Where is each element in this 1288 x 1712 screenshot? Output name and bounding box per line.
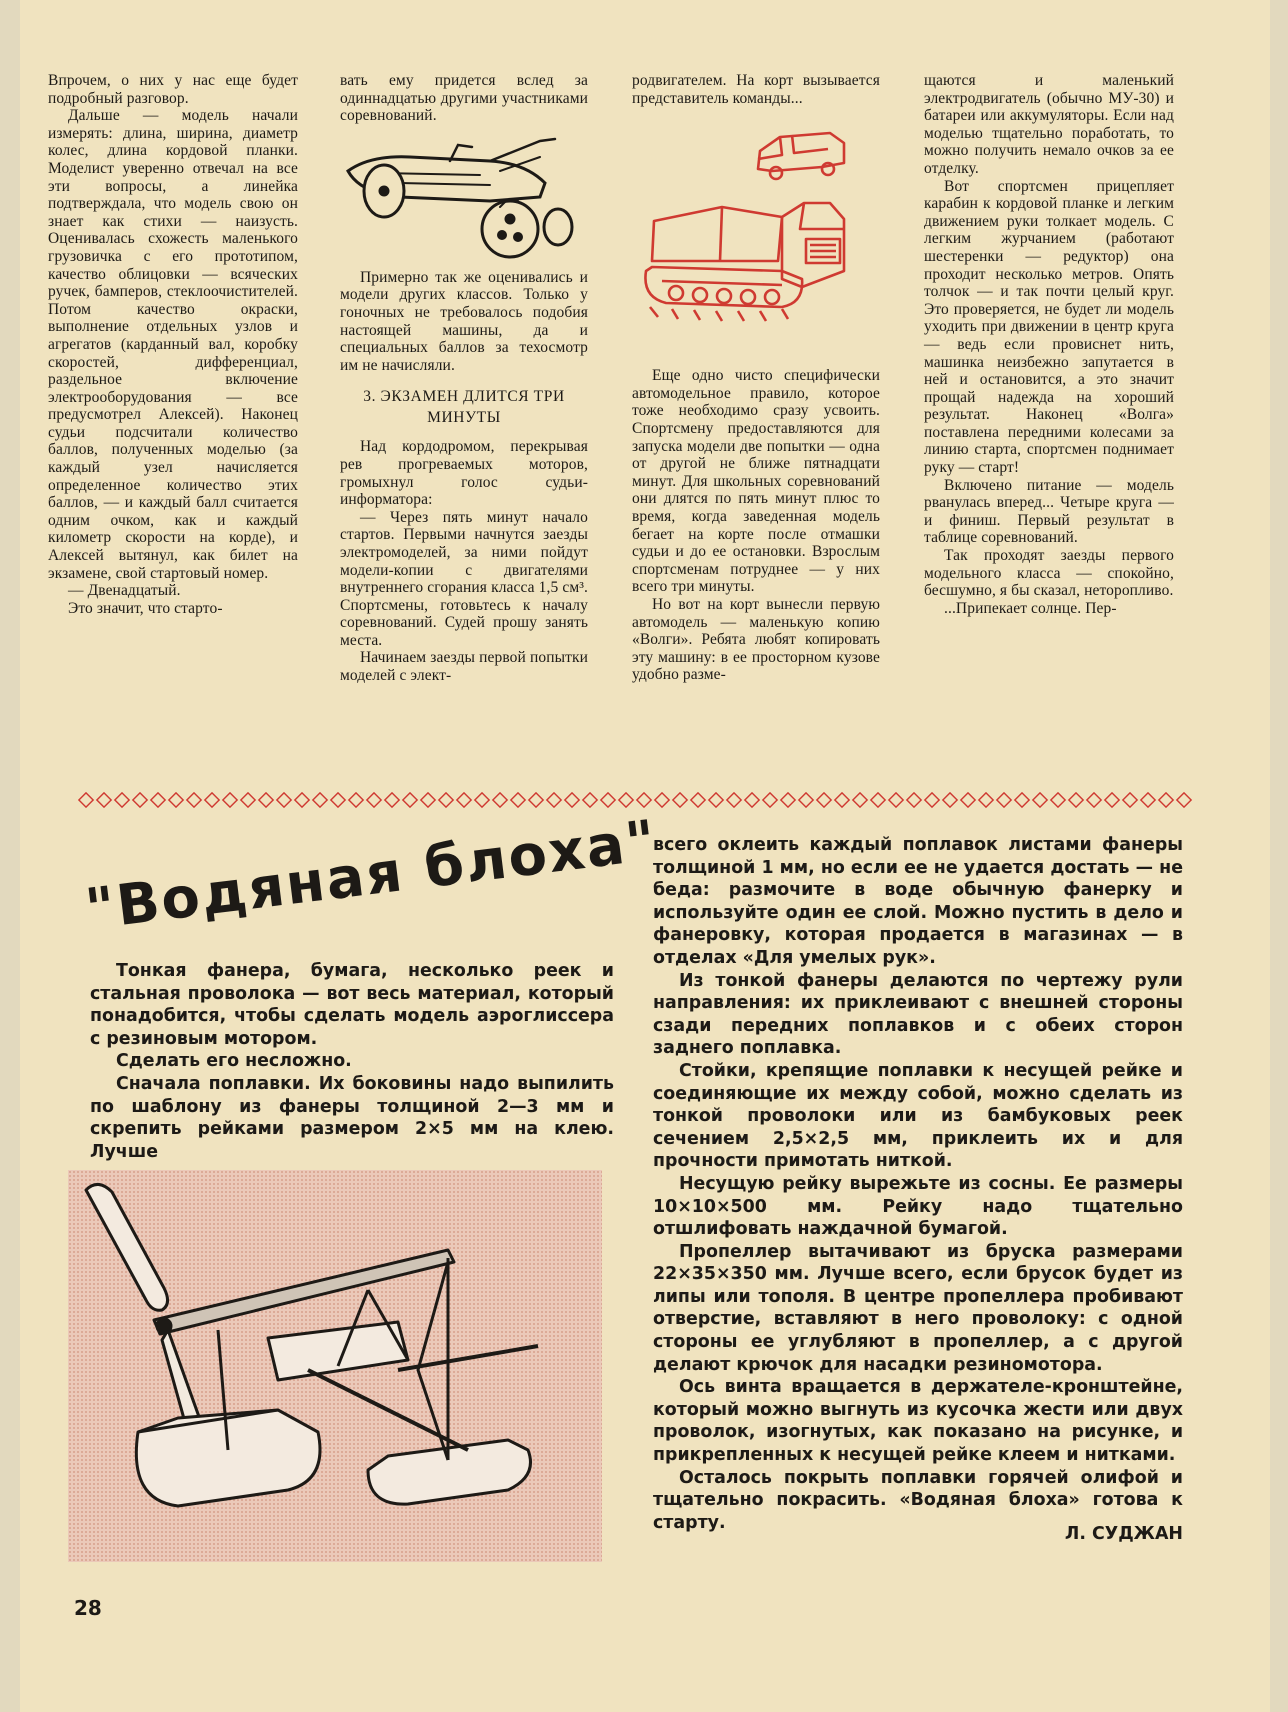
divider-ornament xyxy=(78,792,94,808)
paragraph: — Через пять минут начало стартов. Первыми начнутся заезды электромоделей, за ними пойдут модели-копии с двигателями внутреннего сгорания класса 1,5 см³. Спортсмены, готовьтесь к началу соревнований. Судей прошу занять места. xyxy=(340,508,588,649)
divider-ornament xyxy=(240,792,256,808)
divider-ornament xyxy=(222,792,238,808)
paragraph: Впрочем, о них у нас еще будет подробный разговор. xyxy=(48,72,298,107)
divider-ornament xyxy=(870,792,886,808)
paragraph: Еще одно чисто специфически автомодельное правило, которое тоже необходимо сразу усвоить. Спортсмену предоставляются для запуска модели две попытки — одна от другой не ближе пятнадцати минут. Для школьных соревнований они длятся по пять минут плюс то время, когда заведенная модель бегает на корте после отмашки судьи и до ее остановки. Взрослым спортсменам потруднее — у них всего три минуты. xyxy=(632,367,880,596)
divider-ornament xyxy=(798,792,814,808)
divider-ornament xyxy=(420,792,436,808)
divider-ornament xyxy=(816,792,832,808)
paragraph: Осталось покрыть поплавки горячей олифой и тщательно покрасить. «Водяная блоха» готова к старту. xyxy=(653,1467,1183,1533)
paragraph: Несущую рейку вырежьте из сосны. Ее размеры 10×10×500 мм. Рейку надо тщательно отшлифовать наждачной бумагой. xyxy=(653,1173,1183,1240)
divider-ornament xyxy=(474,792,490,808)
paragraph: Сначала поплавки. Их боковины надо выпилить по шаблону из фанеры толщиной 2—3 мм и скрепить рейками размером 2×5 мм на клею. Лучше xyxy=(90,1073,614,1162)
divider-ornament xyxy=(978,792,994,808)
paragraph: Дальше — модель начали измерять: длина, ширина, диаметр колес, длина кордовой планки. Моделист уверенно отвечал на все эти вопросы, а линейка подтверждала, что модель свою он знает как стихи — наизусть. Оценивалась схожесть маленького грузовичка с его прототипом, качество облицовки — всяческих ручек, бамперов, стеклоочистителей. Потом качество окраски, выполнение отдельных узлов и агрегатов (карданный вал, коробку скоростей, дифференциал, раздельное включение электрооборудования — все предусмотрел Алексей). Наконец судьи подсчитали количество баллов, полученных моделью (за каждый узел начисляется определенное количество этих баллов, — и каждый балл считается одним очком, как и каждый километр скорости на корде), и Алексей вытянул, как билет на экзамене, свой стартовый номер. xyxy=(48,107,298,582)
divider-ornament xyxy=(1032,792,1048,808)
divider-ornament xyxy=(438,792,454,808)
divider-ornament xyxy=(402,792,418,808)
divider-ornament xyxy=(492,792,508,808)
divider-ornament xyxy=(600,792,616,808)
divider-ornament xyxy=(330,792,346,808)
divider-ornament xyxy=(1122,792,1138,808)
divider-ornament xyxy=(924,792,940,808)
article-headline xyxy=(76,808,661,958)
divider-ornament xyxy=(1140,792,1156,808)
divider-ornament xyxy=(780,792,796,808)
divider-ornament xyxy=(1068,792,1084,808)
divider-ornament xyxy=(762,792,778,808)
paragraph: ...Припекает солнце. Пер- xyxy=(944,599,1117,617)
divider-ornament xyxy=(1104,792,1120,808)
divider-ornament xyxy=(1050,792,1066,808)
text-column-3 xyxy=(632,72,880,684)
paragraph: Включено питание — модель рванулась вперед... Четыре круга — и финиш. Первый результат в таблице соревнований. xyxy=(924,476,1174,547)
text-column-4 xyxy=(924,72,1174,617)
divider-ornament xyxy=(636,792,652,808)
divider-ornament xyxy=(150,792,166,808)
paragraph: Так проходят заезды первого модельного класса — спокойно, бесшумно, я бы сказал, неторопливо. xyxy=(924,547,1174,600)
divider-ornament xyxy=(276,792,292,808)
divider-ornament xyxy=(852,792,868,808)
hydroglider-illustration xyxy=(68,1170,602,1562)
red-trucks-drawing xyxy=(632,111,880,361)
paragraph: Но вот на корт вынесли первую автомодель — маленькую копию «Волги». Ребята любят копировать эту машину: в ее просторном кузове удобно разме- xyxy=(632,595,880,684)
divider-ornament xyxy=(618,792,634,808)
divider-ornament xyxy=(114,792,130,808)
racing-car-drawing xyxy=(340,131,588,261)
divider-ornament xyxy=(654,792,670,808)
page-edge-left xyxy=(0,0,20,1712)
divider-ornament xyxy=(726,792,742,808)
article-column-right xyxy=(653,834,1183,1534)
divider-ornament xyxy=(960,792,976,808)
divider-ornament xyxy=(1086,792,1102,808)
divider-ornament xyxy=(888,792,904,808)
author-signature: Л. СУДЖАН xyxy=(1064,1524,1183,1544)
paragraph: Из тонкой фанеры делаются по чертежу рули направления: их приклеивают с внешней стороны сзади передних поплавков и с обеих сторон заднего поплавка. xyxy=(653,970,1183,1059)
divider-ornament xyxy=(942,792,958,808)
divider-ornament xyxy=(582,792,598,808)
page-number: 28 xyxy=(74,1596,102,1620)
paragraph: Стойки, крепящие поплавки к несущей рейке и соединяющие их между собой, можно сделать из тонкой проволоки или из бамбуковых реек сечением 2,5×2,5 мм, приклеить их и для прочности примотать ниткой. xyxy=(653,1060,1183,1172)
text-column-2 xyxy=(340,72,588,685)
paragraph: щаются и маленький электродвигатель (обычно МУ-30) и батареи или аккумуляторы. Если над моделью тщательно поработать, то можно получить немало очков за ее отделку. xyxy=(924,72,1174,177)
article-column-left xyxy=(90,960,614,1163)
divider-ornament xyxy=(312,792,328,808)
paragraph: Примерно так же оценивались и модели других классов. Только у гоночных не требовалось подобия настоящей машины, да и специальных баллов за техосмотр им не начисляли. xyxy=(340,268,588,374)
paragraph: Тонкая фанера, бумага, несколько реек и стальная проволока — вот весь материал, который понадобится, чтобы сделать модель аэроглиссера с резиновым мотором. xyxy=(90,961,614,1049)
divider-ornament xyxy=(294,792,310,808)
paragraph: Сделать его несложно. xyxy=(116,1051,352,1072)
divider-ornament xyxy=(456,792,472,808)
divider-ornament xyxy=(1158,792,1174,808)
paragraph: Над кордодромом, перекрывая рев прогреваемых моторов, громыхнул голос судьи-информатора: xyxy=(340,438,588,509)
text-column-1 xyxy=(48,72,298,617)
page-edge-right xyxy=(1270,0,1288,1712)
divider-ornament xyxy=(1176,792,1192,808)
divider-ornament xyxy=(168,792,184,808)
divider-ornament xyxy=(204,792,220,808)
paragraph: Пропеллер вытачивают из бруска размерами 22×35×350 мм. Лучше всего, если брусок будет из липы или тополя. В центре пропеллера пробивают отверстие, вставляют в него проволоку: с одной стороны ее углубляют в пропеллер, а с другой делают крючок для насадки резиномотора. xyxy=(653,1241,1183,1375)
paragraph: — Двенадцатый. xyxy=(68,582,181,600)
divider-ornament xyxy=(744,792,760,808)
paragraph: Ось винта вращается в держателе-кронштейне, который можно выгнуть из кусочка жести или двух проволок, изогнутых, как показано на рисунке, и прикрепленных к несущей рейке клеем и нитками. xyxy=(653,1377,1183,1466)
divider-ornament xyxy=(96,792,112,808)
divider-ornament xyxy=(348,792,364,808)
divider-ornament xyxy=(510,792,526,808)
divider-ornament xyxy=(906,792,922,808)
article-title: "Водяная блоха" xyxy=(82,808,661,943)
divider-ornament xyxy=(690,792,706,808)
divider-ornament xyxy=(186,792,202,808)
divider-ornament xyxy=(996,792,1012,808)
paragraph: Это значит, что старто- xyxy=(68,599,223,617)
divider-ornament xyxy=(384,792,400,808)
paragraph: вать ему придется вслед за одиннадцатью другими участниками соревнований. xyxy=(340,72,588,125)
paragraph: всего оклеить каждый поплавок листами фанеры толщиной 1 мм, но если ее не удается достать — не беда: размочите в воде обычную фанерку и используйте один ее слой. Можно пустить в дело и фанеровку, которая продается в магазинах — в отделах «Для умелых рук». xyxy=(653,835,1183,968)
divider-ornament xyxy=(258,792,274,808)
divider-ornament xyxy=(546,792,562,808)
paragraph: Начинаем заезды первой попытки моделей с элект- xyxy=(340,649,588,685)
divider-ornament xyxy=(834,792,850,808)
divider-ornament xyxy=(672,792,688,808)
paragraph: Вот спортсмен прицепляет карабин к кордовой планке и легким движением руки толкает модель. С легким журчанием (работают шестеренки — редуктор) она проходит несколько метров. Опять толчок — и так почти целый круг. Это проверяется, не будет ли модель уходить при движении в центр круга — ведь если провиснет нить, машинка неизбежно запутается в ней и остановится, а это значит прощай надежда на хороший результат. Наконец «Волга» поставлена передними колесами за линию старта, спортсмен поднимает руку — старт! xyxy=(924,177,1174,477)
divider-ornament xyxy=(132,792,148,808)
divider-ornament xyxy=(366,792,382,808)
divider-ornament xyxy=(528,792,544,808)
divider-ornament xyxy=(1014,792,1030,808)
hydroglider-drawing xyxy=(68,1170,602,1562)
divider-ornament xyxy=(564,792,580,808)
divider-ornament xyxy=(708,792,724,808)
paragraph: родвигателем. На корт вызывается представитель команды... xyxy=(632,72,880,107)
section-heading: 3. ЭКЗАМЕН ДЛИТСЯ ТРИ МИНУТЫ xyxy=(363,388,565,427)
